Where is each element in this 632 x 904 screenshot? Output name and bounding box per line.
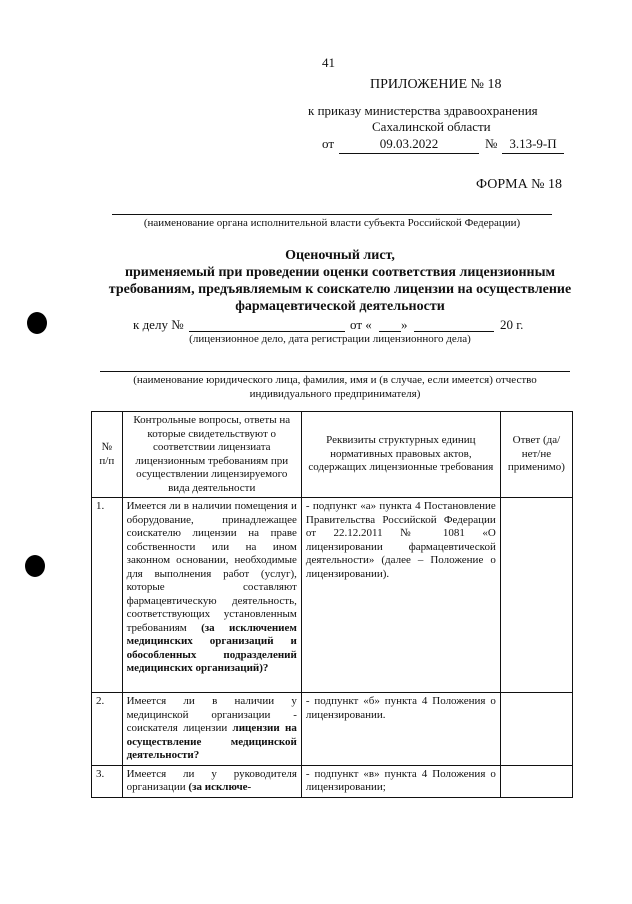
- row-question: [122, 765, 301, 797]
- order-line-1: к приказу министерства здравоохранения: [308, 103, 538, 118]
- row-number: 2.: [92, 693, 123, 766]
- appendix-title: ПРИЛОЖЕНИЕ № 18: [370, 77, 502, 92]
- question-text: Имеется ли у руководителя организации: [126, 767, 297, 793]
- row-reference: - подпункт «а» пункта 4 Постановление Правительства Российской Федерации от 22.12.2011 № 1081 «О лицензировании фармацевтической деятельности» (далее – Положение о лицензировании).: [301, 498, 500, 693]
- order-line-2: Сахалинской области: [372, 119, 491, 134]
- number-label: №: [485, 136, 498, 151]
- case-year-label: 20 г.: [500, 317, 524, 332]
- case-number-label: к делу №: [133, 317, 184, 332]
- title-line-4: фармацевтической деятельности: [235, 299, 445, 314]
- row-answer-cell[interactable]: [500, 498, 572, 693]
- row-question: [122, 498, 301, 693]
- row-number: 1.: [92, 498, 123, 693]
- page-number: 41: [322, 55, 335, 70]
- case-close-quote: »: [401, 317, 408, 332]
- order-date-line: [322, 134, 572, 154]
- order-number: 3.13-9-П: [502, 136, 564, 154]
- case-month-blank: [414, 317, 494, 332]
- title-line-2: применяемый при проведении оценки соответствия лицензионным: [124, 265, 556, 280]
- title-line-3: требованиям, предъявляемым к соискателю лицензии на осуществление: [108, 282, 572, 297]
- applicant-caption: (наименование юридического лица, фамилия, имя и (в случае, если имеется) отчество индивидуального предпринимателя): [133, 374, 537, 400]
- title-line-1: Оценочный лист,: [285, 248, 395, 263]
- case-caption: (лицензионное дело, дата регистрации лицензионного дела): [189, 333, 471, 345]
- question-bold-text: (за исключением медицинских организаций и обособленных подразделений медицинских организаций)?: [126, 621, 297, 674]
- question-bold-text: лицензии на осуществление медицинской деятельности?: [126, 722, 297, 761]
- row-answer-cell[interactable]: [500, 765, 572, 797]
- row-number: 3.: [92, 765, 123, 797]
- row-question: [122, 693, 301, 766]
- case-number-blank: [189, 317, 345, 332]
- authority-fill-line: [112, 214, 552, 215]
- row-reference: - подпункт «в» пункта 4 Положения о лицензировании;: [301, 765, 500, 797]
- from-label: от: [322, 136, 335, 151]
- assessment-table: [91, 411, 573, 798]
- table-row: [92, 693, 573, 766]
- authority-caption: (наименование органа исполнительной власти субъекта Российской Федерации): [143, 217, 521, 229]
- order-date: 09.03.2022: [339, 136, 479, 154]
- question-text: Имеется ли в наличии помещения и оборудование, принадлежащее соискателю лицензии на праве собственности или на ином законном основании, необходимые для выполнения работ (услуг), которые составляют фармацевтическую деятельность, соответствующих установленным требованиям: [126, 500, 297, 634]
- header-number: № п/п: [92, 412, 123, 498]
- row-answer-cell[interactable]: [500, 693, 572, 766]
- binder-hole: [27, 312, 47, 334]
- case-day-blank: [379, 317, 401, 332]
- document-title: [100, 247, 580, 315]
- applicant-fill-line: [100, 371, 570, 372]
- header-answer: Ответ (да/нет/не применимо): [500, 412, 572, 498]
- question-text: Имеется ли в наличии у медицинской организации - соискателя лицензии: [126, 695, 297, 734]
- form-number: ФОРМА № 18: [476, 177, 563, 192]
- table-row: [92, 765, 573, 797]
- header-reference: Реквизиты структурных единиц нормативных правовых актов, содержащих лицензионные требования: [301, 412, 500, 498]
- row-reference: - подпункт «б» пункта 4 Положения о лицензировании.: [301, 693, 500, 766]
- binder-hole: [25, 555, 45, 577]
- case-date-label: от «: [350, 317, 372, 332]
- question-bold-text: (за исключе-: [188, 781, 252, 793]
- table-row: [92, 498, 573, 693]
- table-header-row: [92, 412, 573, 498]
- header-question: Контрольные вопросы, ответы на которые свидетельствуют о соответствии лицензиата лицензионным требованиям при осуществлении лицензируемого вида деятельности: [122, 412, 301, 498]
